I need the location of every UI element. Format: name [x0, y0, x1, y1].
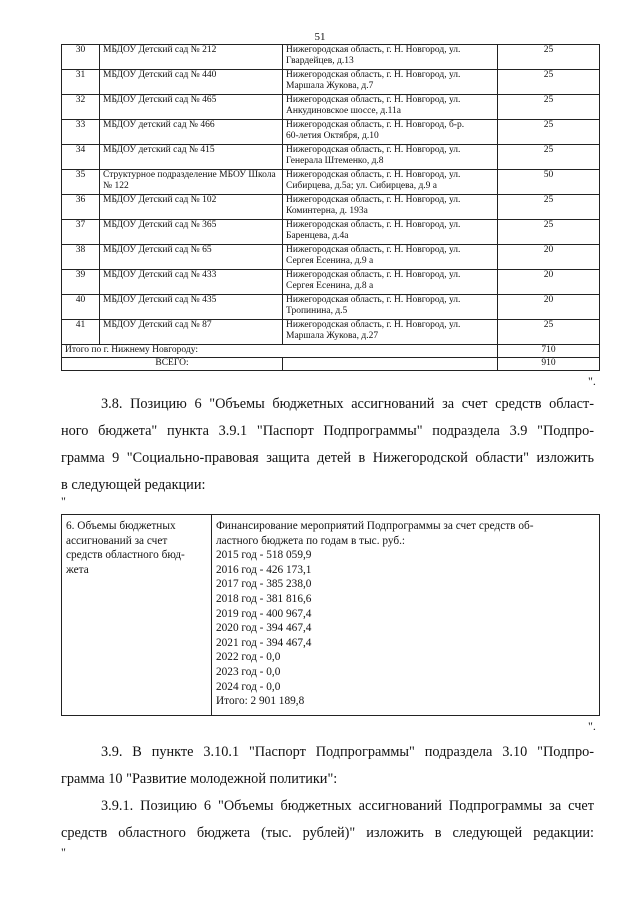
address-line: Баренцева, д.4а — [286, 231, 349, 241]
address-line: 60-летия Октября, д.10 — [286, 131, 379, 141]
budget-allocation-table — [61, 514, 600, 716]
financing-heading-line: Финансирование мероприятий Подпрограммы за счет средств об- — [216, 520, 534, 532]
financing-year-line: Итого: 2 901 189,8 — [216, 695, 305, 708]
paragraph-line: в следующей редакции: — [61, 477, 206, 493]
address-line: Нижегородская область, г. Н. Новгород, ул. — [286, 170, 461, 180]
table-row — [62, 320, 600, 345]
address-line: Сергея Есенина, д.8 а — [286, 281, 374, 291]
address-line: Тропинина, д.5 — [286, 306, 348, 316]
paragraph-line: 3.8. Позицию 6 "Объемы бюджетных ассигнований за счет средств област- — [101, 396, 594, 412]
financing-year-line: 2016 год - 426 173,1 — [216, 563, 312, 576]
budget-label-line: ассигнований за счет — [66, 534, 168, 547]
opening-quote-2: " — [61, 845, 66, 859]
address-line: Нижегородская область, г. Н. Новгород, ул. — [286, 320, 461, 330]
places-count: 25 — [498, 120, 600, 145]
institution-address — [283, 70, 498, 95]
row-number: 34 — [62, 145, 100, 170]
page-number: 51 — [314, 31, 326, 43]
row-number: 39 — [62, 270, 100, 295]
opening-quote-1: " — [61, 494, 66, 508]
financing-year-line: 2023 год - 0,0 — [216, 665, 281, 678]
financing-heading-line: ластного бюджета по годам в тыс. руб.: — [216, 534, 406, 547]
places-count: 25 — [498, 145, 600, 170]
address-line: Сергея Есенина, д.9 а — [286, 256, 374, 266]
paragraph-line: 3.9. В пункте 3.10.1 "Паспорт Подпрограммы" подраздела 3.10 "Подпро- — [101, 744, 594, 760]
table-row — [62, 170, 600, 195]
table-row — [62, 45, 600, 70]
institution-name: МБДОУ Детский сад № 465 — [100, 95, 283, 120]
row-number: 37 — [62, 220, 100, 245]
subtotal-row — [62, 345, 600, 358]
table-row — [62, 95, 600, 120]
paragraph-3-9 — [61, 739, 594, 793]
row-number: 35 — [62, 170, 100, 195]
budget-label-line: средств областного бюд- — [66, 549, 185, 562]
places-count: 25 — [498, 70, 600, 95]
financing-year-line: 2024 год - 0,0 — [216, 680, 281, 693]
total-value: 910 — [498, 358, 600, 371]
institution-name: МБДОУ Детский сад № 65 — [100, 245, 283, 270]
budget-label-line: жета — [66, 563, 89, 576]
financing-year-line: 2018 год - 381 816,6 — [216, 592, 312, 605]
financing-year-line: 2017 год - 385 238,0 — [216, 578, 312, 591]
kindergarten-table-body — [62, 45, 600, 345]
row-number: 30 — [62, 45, 100, 70]
institution-name: МБДОУ Детский сад № 102 — [100, 195, 283, 220]
places-count: 25 — [498, 95, 600, 120]
paragraph-line: грамма 10 "Развитие молодежной политики": — [61, 771, 338, 787]
financing-cell — [212, 515, 600, 716]
institution-address — [283, 320, 498, 345]
places-count: 25 — [498, 220, 600, 245]
row-number: 38 — [62, 245, 100, 270]
total-empty-cell — [283, 358, 498, 371]
budget-label-cell — [62, 515, 212, 716]
subtotal-label: Итого по г. Нижнему Новгороду: — [62, 345, 498, 358]
institution-name: МБДОУ Детский сад № 433 — [100, 270, 283, 295]
table-row — [62, 195, 600, 220]
row-number: 36 — [62, 195, 100, 220]
total-label: ВСЕГО: — [62, 358, 283, 371]
table-row — [62, 270, 600, 295]
institution-address — [283, 270, 498, 295]
address-line: Нижегородская область, г. Н. Новгород, б-р. — [286, 120, 465, 130]
institution-address — [283, 295, 498, 320]
address-line: Маршала Жукова, д.27 — [286, 331, 379, 341]
address-line: Нижегородская область, г. Н. Новгород, ул. — [286, 95, 461, 105]
address-line: Анкудиновское шоссе, д.11а — [286, 106, 401, 116]
address-line: Нижегородская область, г. Н. Новгород, ул. — [286, 220, 461, 230]
table-row — [62, 70, 600, 95]
paragraph-3-9-1 — [61, 793, 594, 847]
places-count: 20 — [498, 245, 600, 270]
paragraph-line: 3.9.1. Позицию 6 "Объемы бюджетных ассигнований Подпрограммы за счет — [101, 798, 594, 814]
places-count: 20 — [498, 295, 600, 320]
total-row — [62, 358, 600, 371]
address-line: Нижегородская область, г. Н. Новгород, ул. — [286, 70, 461, 80]
institution-name: МБДОУ Детский сад № 87 — [100, 320, 283, 345]
paragraph-3-8 — [61, 391, 594, 499]
table-row — [62, 220, 600, 245]
institution-name: МБДОУ детский сад № 466 — [100, 120, 283, 145]
address-line: Коминтерна, д. 193а — [286, 206, 368, 216]
address-line: Нижегородская область, г. Н. Новгород, ул. — [286, 45, 461, 55]
address-line: Гвардейцев, д.13 — [286, 56, 354, 66]
institution-address — [283, 245, 498, 270]
places-count: 20 — [498, 270, 600, 295]
institution-address — [283, 220, 498, 245]
table-row — [62, 245, 600, 270]
institution-address — [283, 120, 498, 145]
paragraph-line: средств областного бюджета (тыс. рублей)" изложить в следующей редакции: — [61, 825, 594, 841]
financing-year-line: 2022 год - 0,0 — [216, 651, 281, 664]
institution-name: МБДОУ Детский сад № 365 — [100, 220, 283, 245]
address-line: Нижегородская область, г. Н. Новгород, ул. — [286, 195, 461, 205]
financing-year-line: 2019 год - 400 967,4 — [216, 607, 312, 620]
budget-row — [62, 515, 600, 716]
table-row — [62, 295, 600, 320]
institution-name: Структурное подразделение МБОУ Школа № 122 — [100, 170, 283, 195]
institution-address — [283, 170, 498, 195]
address-line: Нижегородская область, г. Н. Новгород, ул. — [286, 295, 461, 305]
subtotal-value: 710 — [498, 345, 600, 358]
places-count: 50 — [498, 170, 600, 195]
institution-name: МБДОУ Детский сад № 212 — [100, 45, 283, 70]
row-number: 32 — [62, 95, 100, 120]
address-line: Нижегородская область, г. Н. Новгород, ул. — [286, 245, 461, 255]
places-count: 25 — [498, 320, 600, 345]
address-line: Сибирцева, д.5а; ул. Сибирцева, д.9 а — [286, 181, 437, 191]
table-row — [62, 145, 600, 170]
table-row — [62, 120, 600, 145]
institution-address — [283, 195, 498, 220]
kindergarten-table — [61, 44, 600, 371]
budget-label-line: 6. Объемы бюджетных — [66, 520, 176, 532]
institution-address — [283, 45, 498, 70]
financing-year-line: 2020 год - 394 467,4 — [216, 622, 312, 635]
paragraph-line: грамма 9 "Социально-правовая защита детей в Нижегородской области" изложить — [61, 450, 594, 466]
institution-address — [283, 95, 498, 120]
closing-quote-2: ". — [588, 719, 596, 733]
address-line: Маршала Жукова, д.7 — [286, 81, 374, 91]
row-number: 41 — [62, 320, 100, 345]
paragraph-line: ного бюджета" пункта 3.9.1 "Паспорт Подпрограммы" подраздела 3.9 "Подпро- — [61, 423, 594, 439]
places-count: 25 — [498, 195, 600, 220]
row-number: 33 — [62, 120, 100, 145]
institution-name: МБДОУ Детский сад № 440 — [100, 70, 283, 95]
places-count: 25 — [498, 45, 600, 70]
row-number: 40 — [62, 295, 100, 320]
institution-address — [283, 145, 498, 170]
address-line: Нижегородская область, г. Н. Новгород, ул. — [286, 145, 461, 155]
closing-quote-1: ". — [588, 374, 596, 388]
address-line: Нижегородская область, г. Н. Новгород, ул. — [286, 270, 461, 280]
address-line: Генерала Штеменко, д.8 — [286, 156, 384, 166]
row-number: 31 — [62, 70, 100, 95]
financing-year-line: 2015 год - 518 059,9 — [216, 549, 312, 562]
financing-year-line: 2021 год - 394 467,4 — [216, 636, 312, 649]
institution-name: МБДОУ детский сад № 415 — [100, 145, 283, 170]
institution-name: МБДОУ Детский сад № 435 — [100, 295, 283, 320]
